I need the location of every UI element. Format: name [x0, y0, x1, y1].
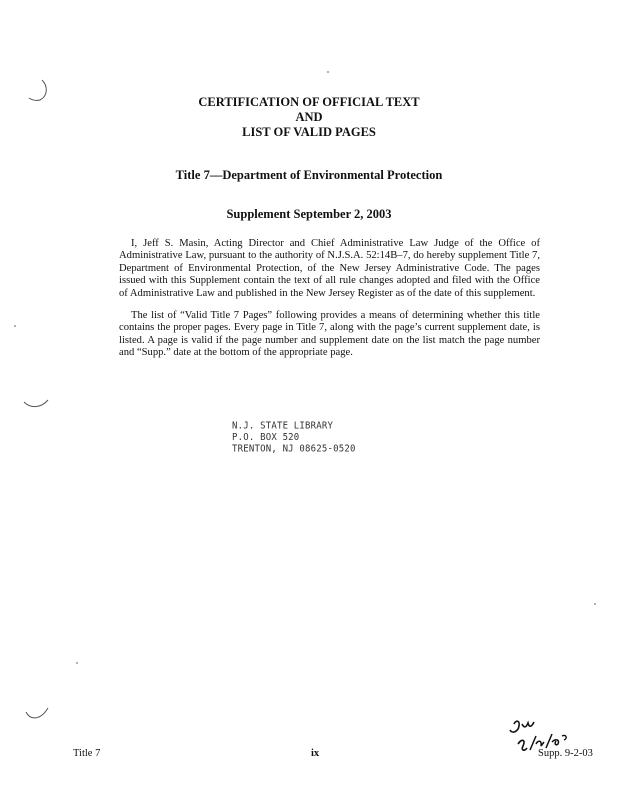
binder-hole-mark-middle	[22, 396, 52, 414]
title-line: Title 7—Department of Environmental Protection	[175, 168, 443, 182]
stamp-line-1: N.J. STATE LIBRARY	[232, 421, 334, 432]
valid-pages-paragraph: The list of “Valid Title 7 Pages” following provides a means of determining whether this title contains the proper pages. Every page in Title 7, along with the page’s current supplement date, is listed. A page is valid if the page number and supplement date on the list match the page number and “Supp.” date at the bottom of the appropriate page.	[119, 310, 540, 359]
scan-speck	[327, 71, 329, 73]
supplement-date-line: Supplement September 2, 2003	[226, 207, 392, 221]
stamp-line-2: P.O. BOX 520	[232, 432, 300, 444]
footer-page-number: ix	[311, 748, 320, 759]
stamp-line-3: TRENTON, NJ 08625-0520	[232, 444, 356, 455]
certification-paragraph: I, Jeff S. Masin, Acting Director and Chief Administrative Law Judge of the Office of Administrative Law, pursuant to the authority of N.J.S.A. 52:14B–7, do hereby supplement Title 7, Department of Environmental Protection, of the New Jersey Administrative Code. The pages issued with this Supplement contain the text of all rule changes adopted and filed with the Office of Administrative Law and published in the New Jersey Register as of the date of this supplement.	[119, 238, 540, 299]
heading-line-2: AND	[295, 110, 323, 124]
scan-speck	[594, 603, 596, 605]
heading-line-3: LIST OF VALID PAGES	[242, 125, 376, 139]
scan-speck	[14, 325, 16, 327]
footer-title: Title 7	[73, 748, 101, 759]
scan-speck	[76, 662, 78, 664]
binder-hole-mark-bottom	[22, 706, 52, 726]
footer-supplement-date: Supp. 9-2-03	[538, 748, 593, 759]
heading-line-1: CERTIFICATION OF OFFICIAL TEXT	[198, 95, 420, 109]
library-address-stamp	[232, 421, 356, 456]
